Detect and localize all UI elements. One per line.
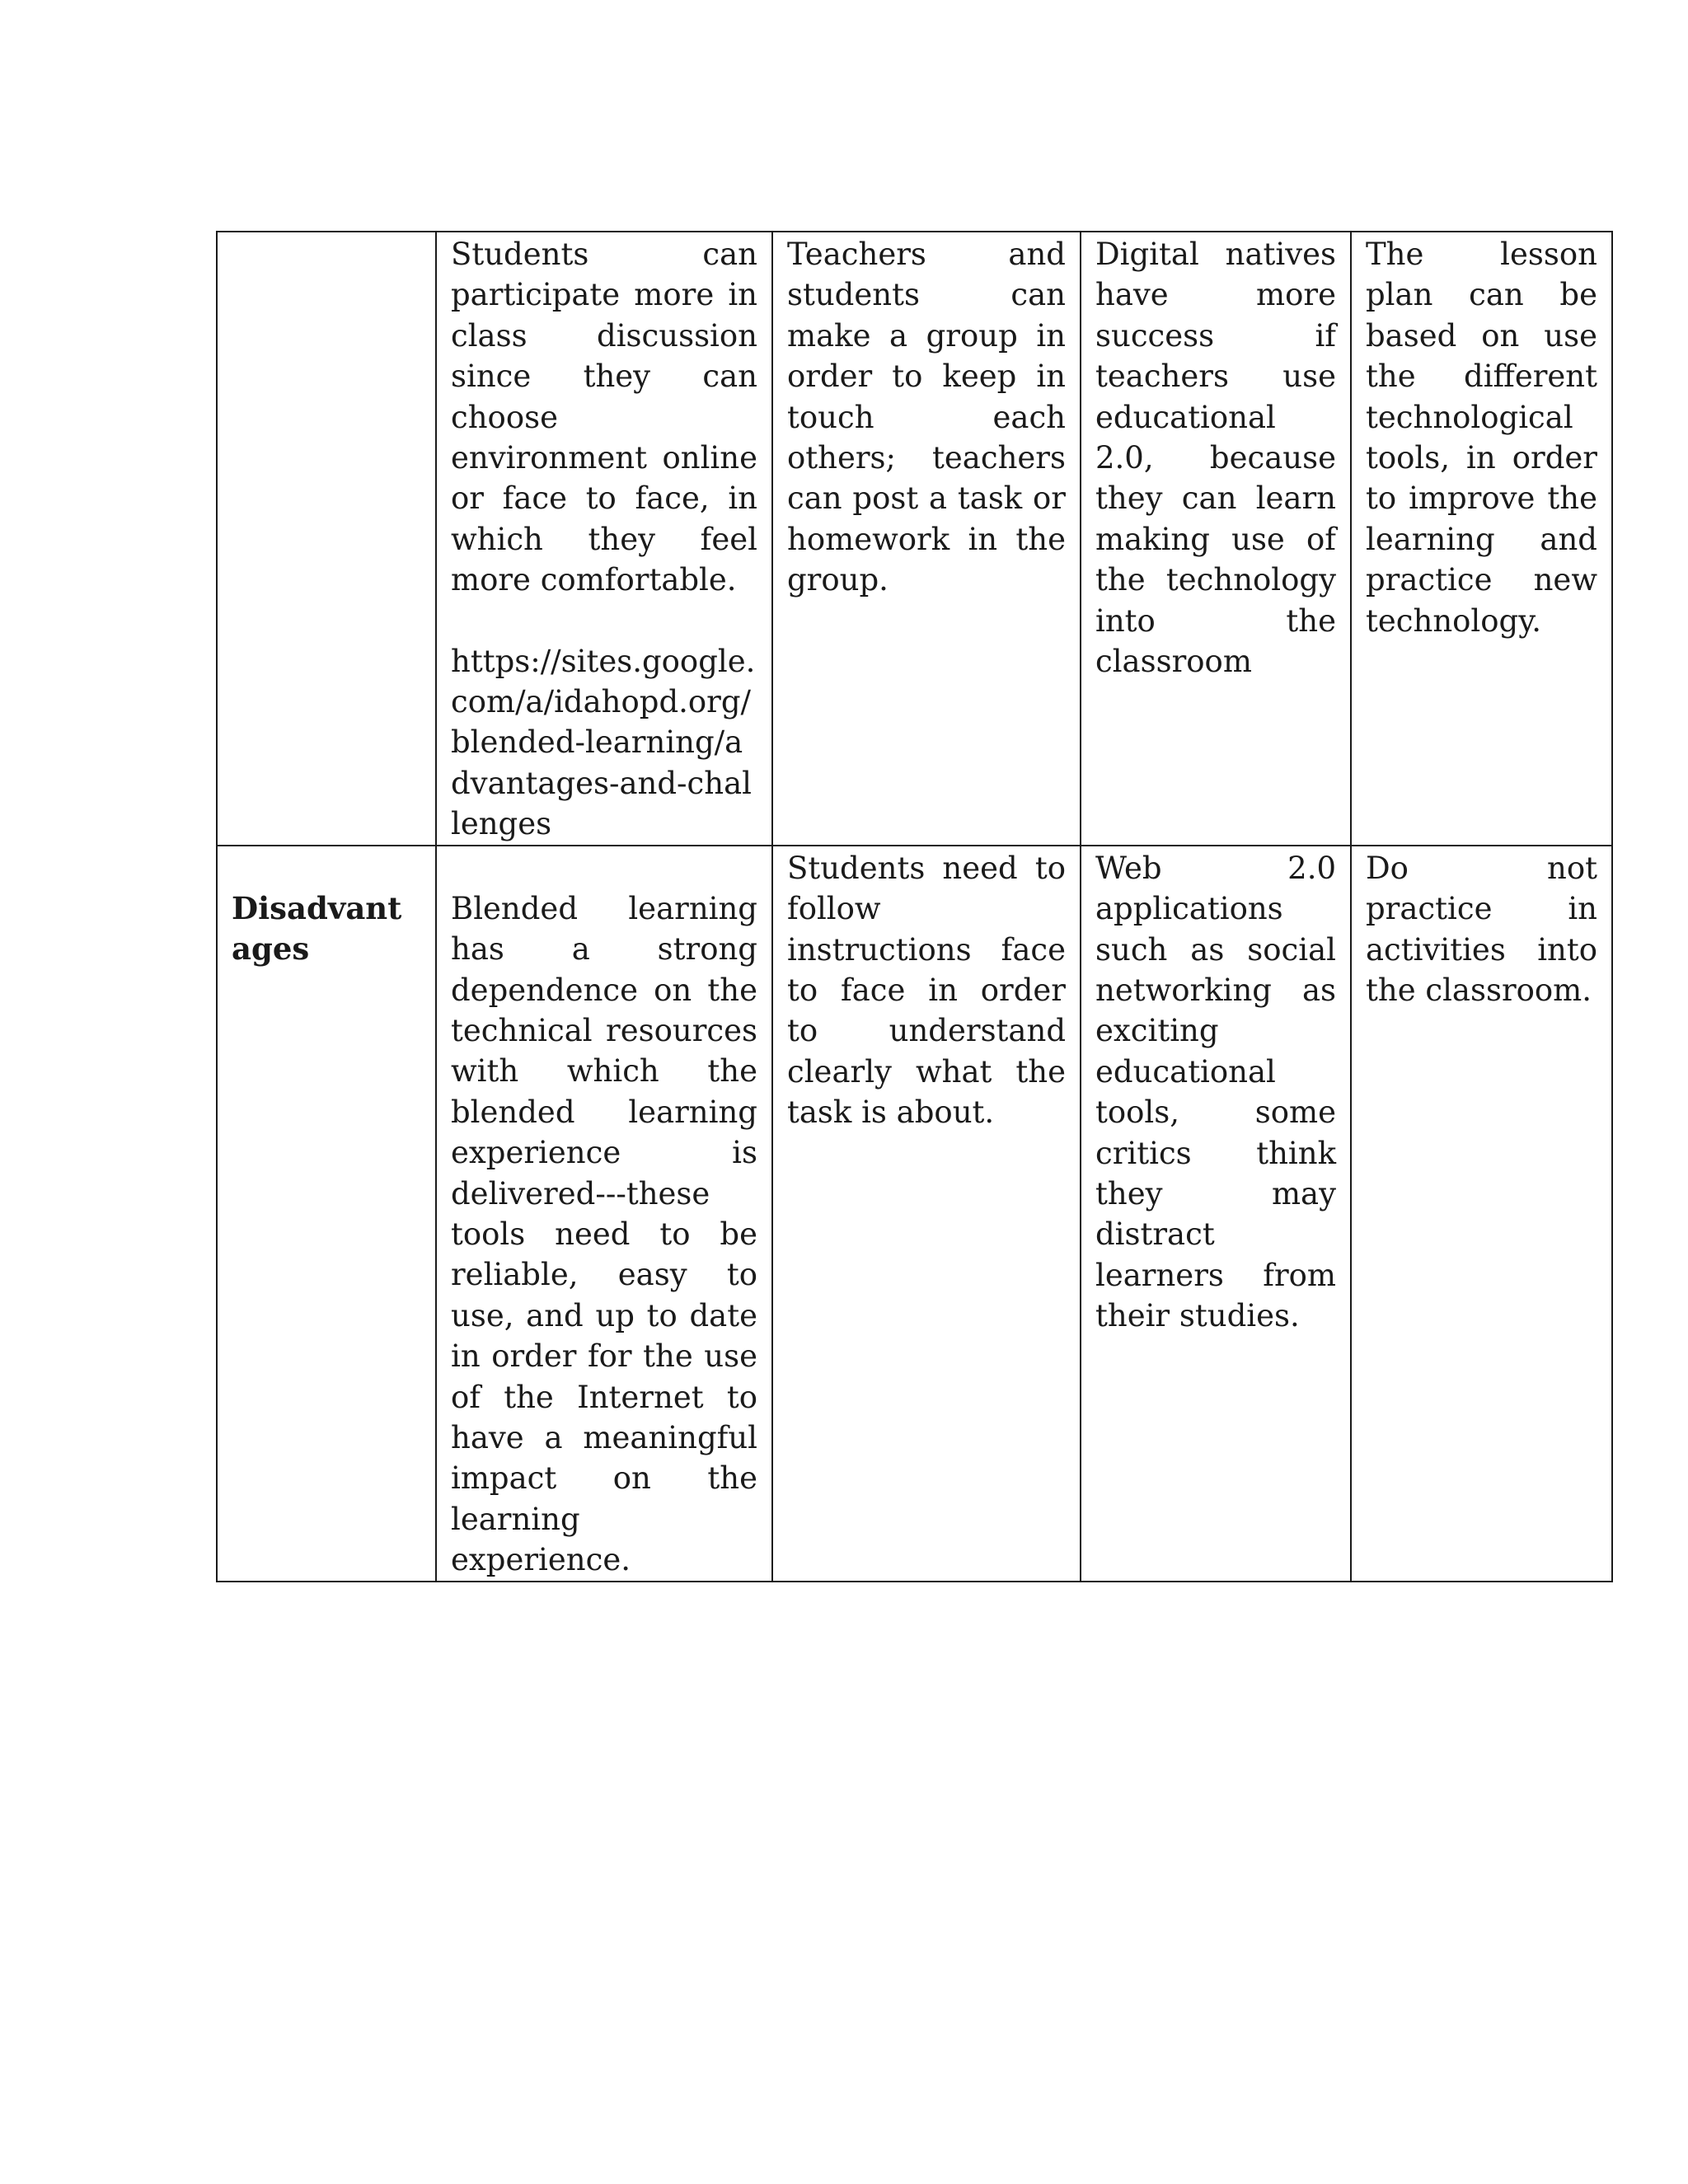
table-cell (1351, 232, 1612, 846)
comparison-table (216, 231, 1613, 1582)
cell-text: Do not practice in activities into the classroom. (1366, 850, 1597, 1008)
table-cell (1081, 846, 1351, 1582)
row-label-cell (217, 846, 436, 1582)
table-cell (1081, 232, 1351, 846)
cell-text: Digital natives have more success if teachers use educational 2.0, because they can learn making use of the technology into the classroom (1095, 237, 1336, 680)
cell-text: Blended learning has a strong dependence on the technical resources with which the blended learning experience is delivered---these tools need to be reliable, easy to use, and up to date in order for the use of the Internet to have a meaningful impact on the learning experience. (451, 890, 757, 1578)
table-cell (772, 846, 1081, 1582)
table-cell (436, 846, 772, 1582)
cell-text: Teachers and students can make a group in order to keep in touch each others; teachers can post a task or homework in the group. (787, 237, 1066, 598)
table-cell (772, 232, 1081, 846)
row-label-cell (217, 232, 436, 846)
table-cell (436, 232, 772, 846)
cell-text: Web 2.0 applications such as social networking as exciting educational tools, some critics think they may distract learners from their studies. (1095, 850, 1336, 1334)
table-row-disadvantages (217, 846, 1612, 1582)
table-row-advantages (217, 232, 1612, 846)
row-label: Disadvantages (232, 889, 402, 968)
cell-text: The lesson plan can be based on use the different technological tools, in order to improve the learning and practice new technology. (1366, 237, 1597, 639)
cell-text: Students can participate more in class discussion since they can choose environment online or face to face, in which they feel more comfortable. (451, 237, 757, 598)
table-cell (1351, 846, 1612, 1582)
cell-text: Students need to follow instructions face to face in order to understand clearly what the task is about. (787, 850, 1066, 1131)
source-url[interactable]: https://sites.google.com/a/idahopd.org/blended-learning/advantages-and-challenges (451, 643, 756, 842)
